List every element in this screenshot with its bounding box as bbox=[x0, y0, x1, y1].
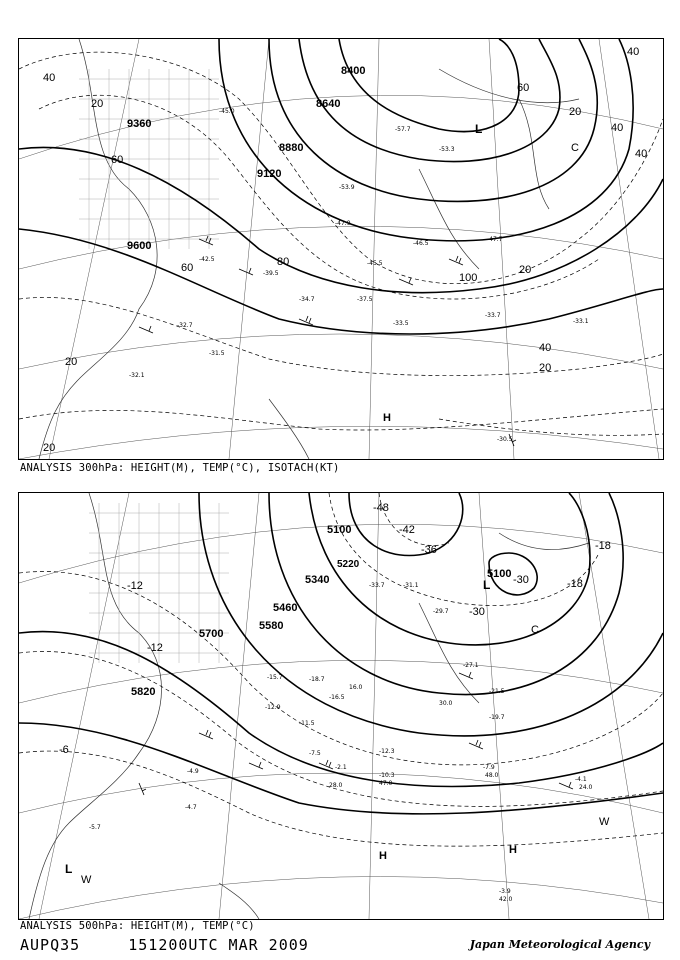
warm-center: W bbox=[599, 816, 610, 828]
high-pressure-center: H bbox=[379, 850, 387, 862]
temp-label: -36 bbox=[421, 544, 437, 556]
isotach-label: 40 bbox=[611, 122, 624, 134]
low-pressure-center: L bbox=[483, 578, 491, 592]
obs-value: -42.5 bbox=[199, 256, 215, 263]
chart-300hpa-caption: ANALYSIS 300hPa: HEIGHT(M), TEMP(°C), ISOTACH(KT) bbox=[20, 462, 340, 474]
chart-500hpa bbox=[18, 492, 664, 920]
height-label: 5100 bbox=[327, 524, 352, 536]
obs-value: -5.7 bbox=[89, 824, 101, 831]
obs-value: -46.5 bbox=[413, 240, 429, 247]
obs-value: -31.1 bbox=[403, 582, 419, 589]
height-label: 5340 bbox=[305, 574, 330, 586]
height-label: 8400 bbox=[341, 65, 366, 77]
isotach-label: 40 bbox=[539, 342, 552, 354]
cold-center: C bbox=[531, 624, 539, 636]
obs-value: -33.1 bbox=[573, 318, 589, 325]
obs-value: -12.9 bbox=[265, 704, 281, 711]
obs-value: 28.0 bbox=[329, 782, 343, 789]
height-label: 5580 bbox=[259, 620, 284, 632]
isotach-label: 40 bbox=[635, 148, 648, 160]
height-label: 5100 bbox=[487, 568, 512, 580]
height-label: 9360 bbox=[127, 118, 152, 130]
obs-value: 47.0 bbox=[379, 780, 393, 787]
obs-value: 16.0 bbox=[349, 684, 363, 691]
isotach-label: 20 bbox=[91, 98, 104, 110]
obs-value: -37.5 bbox=[357, 296, 373, 303]
pressure-centers bbox=[65, 578, 610, 886]
isotach-label: 40 bbox=[43, 72, 56, 84]
height-label: 5700 bbox=[199, 628, 224, 640]
obs-value: -7.5 bbox=[309, 750, 321, 757]
high-pressure-center: H bbox=[383, 412, 391, 424]
agency-name: Japan Meteorological Agency bbox=[469, 938, 650, 951]
product-code: AUPQ35 bbox=[20, 936, 81, 954]
obs-value: -2.1 bbox=[335, 764, 347, 771]
graticule bbox=[19, 39, 663, 459]
obs-value: -31.5 bbox=[209, 350, 225, 357]
temp-label: -42 bbox=[399, 524, 415, 536]
temp-label: -30 bbox=[513, 574, 529, 586]
pressure-centers bbox=[383, 122, 579, 424]
temp-label: -30 bbox=[469, 606, 485, 618]
temp-label: -12 bbox=[127, 580, 143, 592]
obs-value: -30.5 bbox=[497, 436, 513, 443]
temp-label-group bbox=[59, 502, 611, 756]
isotach-label: 20 bbox=[65, 356, 78, 368]
map-500hpa bbox=[19, 493, 663, 919]
isotach-label: 100 bbox=[459, 272, 478, 284]
isotach-label: 20 bbox=[569, 106, 582, 118]
obs-value: -33.7 bbox=[485, 312, 501, 319]
obs-value: -21.5 bbox=[489, 688, 505, 695]
isotach-label: 60 bbox=[111, 154, 124, 166]
obs-value: -10.3 bbox=[379, 772, 395, 779]
obs-value: -29.7 bbox=[433, 608, 449, 615]
height-label: 8640 bbox=[316, 98, 341, 110]
obs-value: -53.9 bbox=[339, 184, 355, 191]
obs-value: -47.7 bbox=[487, 236, 503, 243]
height-label: 8880 bbox=[279, 142, 304, 154]
isotach-label: 60 bbox=[181, 262, 194, 274]
height-label: 9120 bbox=[257, 168, 282, 180]
valid-datetime: 151200UTC MAR 2009 bbox=[128, 936, 309, 954]
low-pressure-center: L bbox=[475, 122, 483, 136]
isotach-label: 60 bbox=[517, 82, 530, 94]
height-label-group bbox=[127, 65, 365, 252]
obs-value: -19.7 bbox=[489, 714, 505, 721]
obs-value: -4.7 bbox=[185, 804, 197, 811]
obs-value: -4.1 bbox=[575, 776, 587, 783]
obs-value: -18.7 bbox=[309, 676, 325, 683]
isotach-label: 20 bbox=[43, 442, 56, 454]
obs-value: 48.0 bbox=[485, 772, 499, 779]
obs-value: -53.3 bbox=[439, 146, 455, 153]
temp-label: -48 bbox=[373, 502, 389, 514]
obs-value: -34.7 bbox=[299, 296, 315, 303]
obs-value: -33.7 bbox=[369, 582, 385, 589]
temp-label: -18 bbox=[567, 578, 583, 590]
isotach-label: 80 bbox=[277, 256, 290, 268]
graticule bbox=[19, 493, 663, 919]
obs-value: -12.3 bbox=[379, 748, 395, 755]
warm-center: W bbox=[81, 874, 92, 886]
obs-value: -7.9 bbox=[483, 764, 495, 771]
height-label: 9600 bbox=[127, 240, 152, 252]
obs-value: -15.7 bbox=[267, 674, 283, 681]
isotach-label: 40 bbox=[627, 46, 640, 58]
high-pressure-center: H bbox=[509, 844, 517, 856]
height-label: 5220 bbox=[337, 559, 360, 570]
temp-contours bbox=[19, 493, 663, 846]
isotach-label: 20 bbox=[539, 362, 552, 374]
chart-footer bbox=[20, 936, 309, 954]
obs-value: -32.7 bbox=[177, 322, 193, 329]
obs-value: -57.7 bbox=[395, 126, 411, 133]
map-300hpa bbox=[19, 39, 663, 459]
obs-value: -33.5 bbox=[393, 320, 409, 327]
obs-value: 24.0 bbox=[579, 784, 593, 791]
cold-center: C bbox=[571, 142, 579, 154]
temp-label: -6 bbox=[59, 744, 69, 756]
obs-value: 42.0 bbox=[499, 896, 513, 903]
height-label: 5820 bbox=[131, 686, 156, 698]
obs-value: -45.0 bbox=[219, 108, 235, 115]
coastline bbox=[29, 493, 589, 919]
low-pressure-center: L bbox=[65, 862, 73, 876]
height-label: 5460 bbox=[273, 602, 298, 614]
temp-label: -18 bbox=[595, 540, 611, 552]
station-observations bbox=[89, 582, 593, 903]
obs-value: -32.1 bbox=[129, 372, 145, 379]
chart-500hpa-caption: ANALYSIS 500hPa: HEIGHT(M), TEMP(°C) bbox=[20, 920, 255, 932]
obs-value: 30.0 bbox=[439, 700, 453, 707]
chart-300hpa bbox=[18, 38, 664, 460]
obs-value: -11.5 bbox=[299, 720, 315, 727]
obs-value: -47.9 bbox=[335, 220, 351, 227]
obs-value: -45.5 bbox=[367, 260, 383, 267]
obs-value: -39.5 bbox=[263, 270, 279, 277]
isotach-label: 20 bbox=[519, 264, 532, 276]
obs-value: -27.1 bbox=[463, 662, 479, 669]
obs-value: -4.9 bbox=[187, 768, 199, 775]
obs-value: -16.5 bbox=[329, 694, 345, 701]
temp-label: -12 bbox=[147, 642, 163, 654]
obs-value: -3.9 bbox=[499, 888, 511, 895]
